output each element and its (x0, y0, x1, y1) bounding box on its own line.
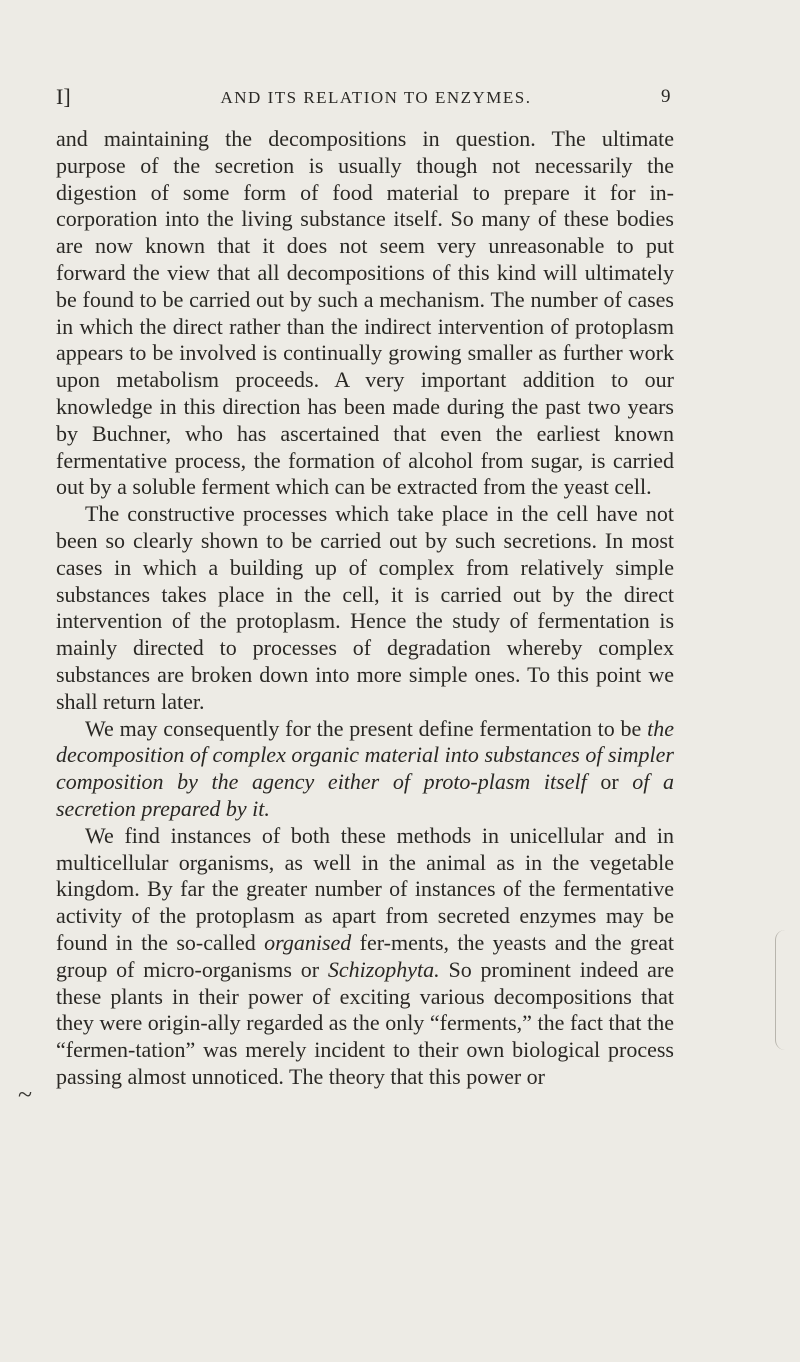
instances-part-1: We find instances of both these methods in unicellular and in multicellular organisms, as well in the animal as in the vegetable kingdom. By far the greater number of instances of the fermentative activity of the protoplasm as apart from secreted enzymes may be found in the so-called (56, 822, 674, 955)
chapter-number: I] (56, 84, 71, 109)
margin-tilde-mark: ~ (18, 1080, 33, 1109)
paragraph-instances (56, 823, 674, 1091)
running-header (56, 84, 672, 114)
definition-middle: or (600, 769, 619, 795)
instances-part-2: fer-ments, the yeasts and the great group of micro-organisms or (56, 929, 675, 982)
term-organised: organised (264, 929, 352, 955)
paragraph-constructive-processes: The constructive processes which take place in the cell have not been so clearly shown to be carried out by such secretions. In most cases in which a building up of complex from relatively simple substances takes place in the cell, it is carried out by the direct intervention of the protoplasm. Hence the study of fermentation is mainly directed to processes of degradation whereby complex substances are broken down into more simple ones. To this point we shall return later. (56, 501, 674, 714)
paragraph-continuation: and maintaining the decompositions in question. The ultimate purpose of the secretion is usually though not necessarily the digestion of some form of food material to prepare it for in-corporation into the living substance itself. So many of these bodies are now known that it does not seem very unreasonable to put forward the view that all decompositions of this kind will ultimately be found to be carried out by such a mechanism. The number of cases in which the direct rather than the indirect intervention of protoplasm appears to be involved is continually growing smaller as further work upon metabolism proceeds. A very important addition to our knowledge in this direction has been made during the past two years by Buchner, who has ascertained that even the earliest known fermentative process, the formation of alcohol from sugar, is carried out by a soluble ferment which can be extracted from the yeast cell. (56, 126, 674, 500)
margin-bracket-mark (775, 930, 786, 1050)
paragraph-definition (56, 716, 674, 823)
instances-part-3: So prominent indeed are these plants in their power of exciting various decompositions that they were origin-ally regarded as the only “ferments,” the fact that the “fermen-tation” was merely incident to their own biological process passing almost unnoticed. The theory that this power or (56, 956, 675, 1089)
body-text (56, 126, 674, 1091)
page-number: 9 (661, 86, 672, 107)
definition-italic-2: of a secretion prepared by it. (56, 769, 675, 821)
running-title: AND ITS RELATION TO ENZYMES. (220, 88, 532, 107)
definition-italic: the decomposition of complex organic material into substances of simpler composition by the agency either of proto-plasm itself (56, 715, 674, 795)
definition-lead: We may consequently for the present define fermentation to be (85, 715, 642, 741)
term-schizophyta: Schizophyta. (327, 956, 440, 982)
